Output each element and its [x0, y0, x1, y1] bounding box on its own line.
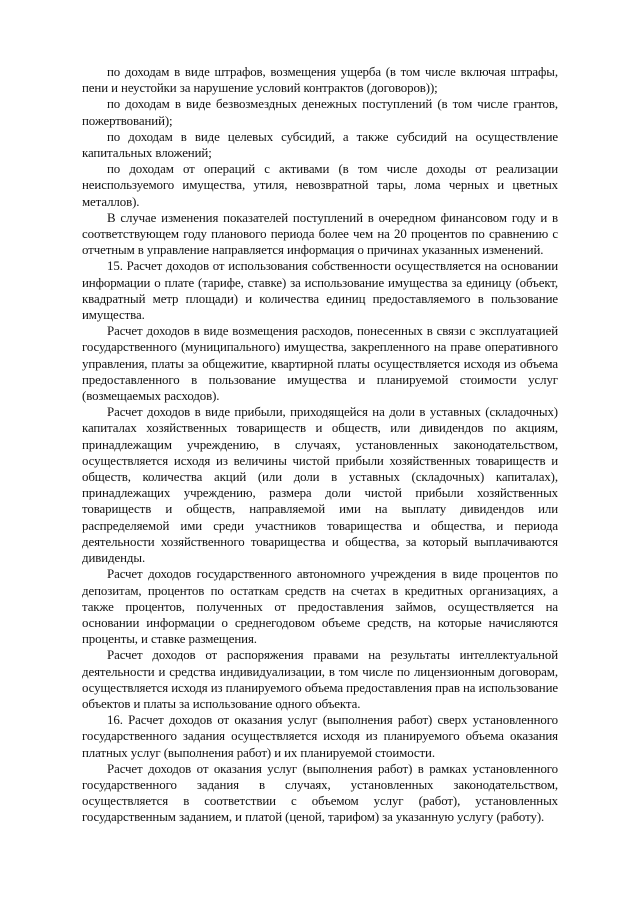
paragraph-intellectual-property: Расчет доходов от распоряжения правами на результаты интеллектуальной деятельности и средства индивидуализации, в том числе по лицензионным договорам, осуществляется исходя из планируемого объема предоставления прав на использование объектов и платы за использование одного объекта. [82, 648, 558, 711]
paragraph-grants: по доходам в виде безвозмездных денежных поступлений (в том числе грантов, пожертвований); [82, 97, 558, 128]
paragraph-expense-reimbursement: Расчет доходов в виде возмещения расходов, понесенных в связи с эксплуатацией государственного (муниципального) имущества, закрепленного на праве оперативного управления, платы за общежитие, квартирной платы осуществляется исходя из объема предоставленного в пользование имущества и планируемой стоимости услуг (возмещаемых расходов). [82, 324, 558, 404]
paragraph-fines: по доходам в виде штрафов, возмещения ущерба (в том числе включая штрафы, пени и неустойки за нарушение условий контрактов (договоров)); [82, 65, 558, 96]
paragraph-15-property: 15. Расчет доходов от использования собственности осуществляется на основании информации о плате (тарифе, ставке) за использование имущества за единицу (объект, квадратный метр площади) и количества единиц предоставляемого в пользование имущества. [82, 259, 558, 323]
paragraph-dividends: Расчет доходов в виде прибыли, приходящейся на доли в уставных (складочных) капиталах хозяйственных товариществ и обществ, или дивидендов по акциям, принадлежащим учреждению, в случаях, установленных законодательством, осуществляется исходя из величины чистой прибыли хозяйственных товариществ и обществ, количества акций (или доли в уставных (складочных) капиталах), принадлежащих учреждению, размера доли чистой прибыли хозяйственных товариществ и обществ, направляемой ими на выплату дивидендов или распределяемой ими среди участников товарищества и общества, и периода деятельности хозяйственного товарищества и общества, за который выплачиваются дивиденды. [82, 405, 558, 566]
paragraph-interest: Расчет доходов государственного автономного учреждения в виде процентов по депозитам, процентов по остаткам средств на счетах в кредитных организациях, а также процентов, полученных от предоставления займов, осуществляется на основании информации о среднегодовом объеме средств, на которые начисляются проценты, и ставке размещения. [82, 567, 558, 647]
paragraph-state-assignment: Расчет доходов от оказания услуг (выполнения работ) в рамках установленного государственного задания в случаях, установленных законодательством, осуществляется в соответствии с объемом услуг (работ), установленных государственным заданием, и платой (ценой, тарифом) за указанную услугу (работу). [82, 761, 558, 825]
document-page [82, 64, 558, 826]
paragraph-subsidies: по доходам в виде целевых субсидий, а также субсидий на осуществление капитальных вложений; [82, 129, 558, 161]
paragraph-16-services: 16. Расчет доходов от оказания услуг (выполнения работ) сверх установленного государственного задания осуществляется исходя из планируемого объема оказания платных услуг (выполнения работ) и их планируемой стоимости. [82, 713, 558, 760]
paragraph-changes: В случае изменения показателей поступлений в очередном финансовом году и в соответствующем году планового периода более чем на 20 процентов по сравнению с отчетным в управление направляется информация о причинах указанных изменений. [82, 210, 558, 258]
paragraph-assets: по доходам от операций с активами (в том числе доходы от реализации неиспользуемого имущества, утиля, невозвратной тары, лома черных и цветных металлов). [82, 162, 558, 209]
